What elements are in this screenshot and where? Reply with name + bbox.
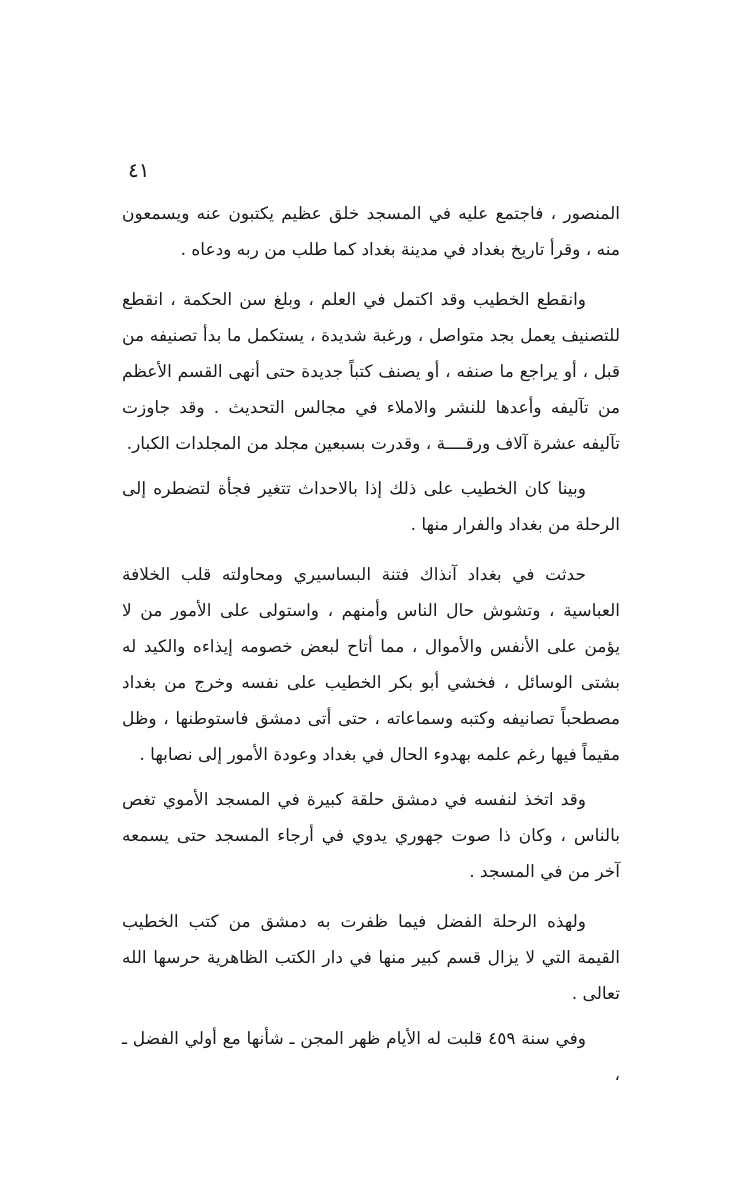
paragraph-5: وقد اتخذ لنفسه في دمشق حلقة كبيرة في المسجد الأموي تغص بالناس ، وكان ذا صوت جهوري يدوي في أرجاء المسجد حتى يسمعه آخر من في المسجد . [122, 790, 620, 882]
paragraph-2: وانقطع الخطيب وقد اكتمل في العلم ، وبلغ سن الحكمة ، انقطع للتصنيف يعمل بجد متواصل ، ورغبة شديدة ، يستكمل ما بدأ تصنيفه من قبل ، أو يراجع ما صنفه ، أو يصنف كتباً جديدة حتى أنهى القسم الأعظم من تآليفه وأعدها للنشر والاملاء في مجالس التحديث . وقد جاوزت تآليفه عشرة آلاف ورقــــة ، وقدرت بسبعين مجلد من المجلدات الكبار. [122, 290, 620, 454]
page-number: ٤١ [128, 158, 150, 182]
body-text [122, 196, 620, 1093]
paragraph-3: وبينا كان الخطيب على ذلك إذا بالاحداث تتغير فجأة لتضطره إلى الرحلة من بغداد والفرار منها . [122, 479, 620, 535]
paragraph-6: ولهذه الرحلة الفضل فيما ظفرت به دمشق من كتب الخطيب القيمة التي لا يزال قسم كبير منها في دار الكتب الظاهرية حرسها الله تعالى . [122, 912, 620, 1004]
paragraph-1: المنصور ، فاجتمع عليه في المسجد خلق عظيم يكتبون عنه ويسمعون منه ، وقرأ تاريخ بغداد في مدينة بغداد كما طلب من ربه ودعاه . [122, 204, 620, 260]
paragraph-4: حدثت في بغداد آنذاك فتنة البساسيري ومحاولته قلب الخلافة العباسية ، وتشوش حال الناس وأمنهم ، واستولى على الأمور من لا يؤمن على الأنفس والأموال ، مما أتاح لبعض خصومه إيذاءه والكيد له بشتى الوسائل ، فخشي أبو بكر الخطيب على نفسه وخرج من بغداد مصطحباً تصانيفه وكتبه وسماعاته ، حتى أتى دمشق فاستوطنها ، وظل مقيماً فيها رغم علمه بهدوء الحال في بغداد وعودة الأمور إلى نصابها . [122, 565, 620, 765]
paragraph-7: وفي سنة ٤٥٩ قلبت له الأيام ظهر المجن ـ شأنها مع أولي الفضل ـ ، [122, 1029, 620, 1085]
